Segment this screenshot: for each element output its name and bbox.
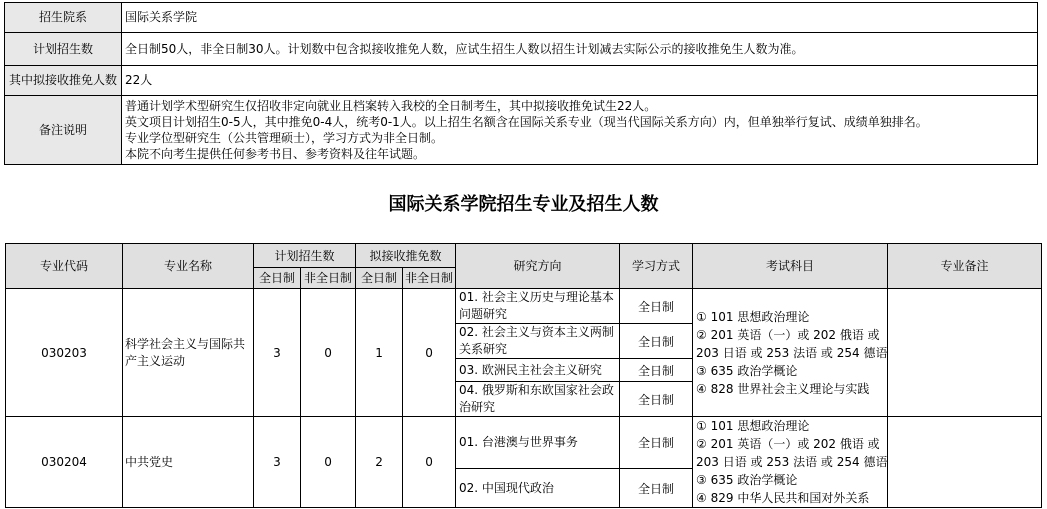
header-code: 专业代码 bbox=[6, 244, 123, 289]
table-row bbox=[6, 289, 1042, 324]
plan-full-value: 3 bbox=[254, 417, 301, 508]
college-value: 国际关系学院 bbox=[122, 3, 1038, 33]
majors-table bbox=[5, 243, 1042, 508]
rec-full-value: 2 bbox=[356, 417, 403, 508]
plan-value: 全日制50人，非全日制30人。计划数中包含拟接收推免人数，应试生招生人数以招生计划减去实际公示的接收推免生人数为准。 bbox=[122, 33, 1038, 66]
plan-full-value: 3 bbox=[254, 289, 301, 417]
table-row bbox=[6, 417, 1042, 469]
mode-cell: 全日制 bbox=[620, 382, 693, 417]
subject-line: ③ 635 政治学概论 bbox=[696, 473, 798, 487]
mode-cell: 全日制 bbox=[620, 289, 693, 324]
subjects-cell bbox=[693, 289, 888, 417]
recommend-value: 22人 bbox=[122, 66, 1038, 96]
header-direction: 研究方向 bbox=[456, 244, 620, 289]
header-plan-part: 非全日制 bbox=[301, 268, 356, 289]
subject-line: ① 101 思想政治理论 bbox=[696, 419, 810, 433]
subject-line: 203 日语 或 253 法语 或 254 德语 bbox=[696, 455, 888, 469]
rec-part-value: 0 bbox=[403, 417, 456, 508]
header-recommend: 拟接收推免数 bbox=[356, 244, 456, 268]
page-title: 国际关系学院招生专业及招生人数 bbox=[388, 194, 659, 215]
notes-value bbox=[122, 96, 1038, 165]
header-row bbox=[6, 244, 1042, 268]
info-row-notes bbox=[5, 96, 1038, 165]
note-line: 普通计划学术型研究生仅招收非定向就业且档案转入我校的全日制考生，其中拟接收推免试生22人。 bbox=[125, 99, 657, 113]
info-row-plan bbox=[5, 33, 1038, 66]
header-rec-part: 非全日制 bbox=[403, 268, 456, 289]
major-code: 030203 bbox=[6, 289, 123, 417]
subject-line: ② 201 英语（一）或 202 俄语 或 bbox=[696, 327, 880, 342]
info-row-college bbox=[5, 3, 1038, 33]
plan-label: 计划招生数 bbox=[5, 33, 122, 66]
plan-part-value: 0 bbox=[301, 417, 356, 508]
subject-line: ④ 829 中华人民共和国对外关系 bbox=[696, 491, 870, 505]
header-mode: 学习方式 bbox=[620, 244, 693, 289]
note-line: 专业学位型研究生（公共管理硕士），学习方式为非全日制。 bbox=[125, 131, 444, 145]
direction-cell: 01. 社会主义历史与理论基本问题研究 bbox=[456, 289, 620, 324]
direction-cell: 01. 台港澳与世界事务 bbox=[456, 417, 620, 469]
remark-cell bbox=[888, 417, 1042, 508]
subject-line: ③ 635 政治学概论 bbox=[696, 363, 798, 378]
major-code: 030204 bbox=[6, 417, 123, 508]
notes-label: 备注说明 bbox=[5, 96, 122, 165]
mode-cell: 全日制 bbox=[620, 359, 693, 382]
mode-cell: 全日制 bbox=[620, 324, 693, 359]
plan-part-value: 0 bbox=[301, 289, 356, 417]
header-subjects: 考试科目 bbox=[693, 244, 888, 289]
mode-cell: 全日制 bbox=[620, 417, 693, 469]
header-rec-full: 全日制 bbox=[356, 268, 403, 289]
rec-full-value: 1 bbox=[356, 289, 403, 417]
note-line: 英文项目计划招生0-5人，其中推免0-4人，统考0-1人。以上招生名额含在国际关系专业（现当代国际关系方向）内，但单独举行复试、成绩单独排名。 bbox=[125, 115, 928, 129]
header-plan-full: 全日制 bbox=[254, 268, 301, 289]
recommend-label: 其中拟接收推免人数 bbox=[5, 66, 122, 96]
subject-line: ① 101 思想政治理论 bbox=[696, 309, 810, 324]
subject-line: ② 201 英语（一）或 202 俄语 或 bbox=[696, 437, 880, 451]
header-plan: 计划招生数 bbox=[254, 244, 356, 268]
direction-cell: 03. 欧洲民主社会主义研究 bbox=[456, 359, 620, 382]
subjects-cell bbox=[693, 417, 888, 508]
remark-cell bbox=[888, 289, 1042, 417]
direction-cell: 02. 社会主义与资本主义两制关系研究 bbox=[456, 324, 620, 359]
college-label: 招生院系 bbox=[5, 3, 122, 33]
major-name: 中共党史 bbox=[123, 417, 254, 508]
header-name: 专业名称 bbox=[123, 244, 254, 289]
rec-part-value: 0 bbox=[403, 289, 456, 417]
subject-line: ④ 828 世界社会主义理论与实践 bbox=[696, 381, 870, 396]
admission-info-table bbox=[4, 2, 1038, 165]
direction-cell: 02. 中国现代政治 bbox=[456, 469, 620, 508]
info-row-recommend bbox=[5, 66, 1038, 96]
header-remark: 专业备注 bbox=[888, 244, 1042, 289]
note-line: 本院不向考生提供任何参考书目、参考资料及往年试题。 bbox=[125, 147, 426, 161]
major-name: 科学社会主义与国际共产主义运动 bbox=[123, 289, 254, 417]
subject-line: 203 日语 或 253 法语 或 254 德语 bbox=[696, 345, 888, 360]
mode-cell: 全日制 bbox=[620, 469, 693, 508]
direction-cell: 04. 俄罗斯和东欧国家社会政治研究 bbox=[456, 382, 620, 417]
